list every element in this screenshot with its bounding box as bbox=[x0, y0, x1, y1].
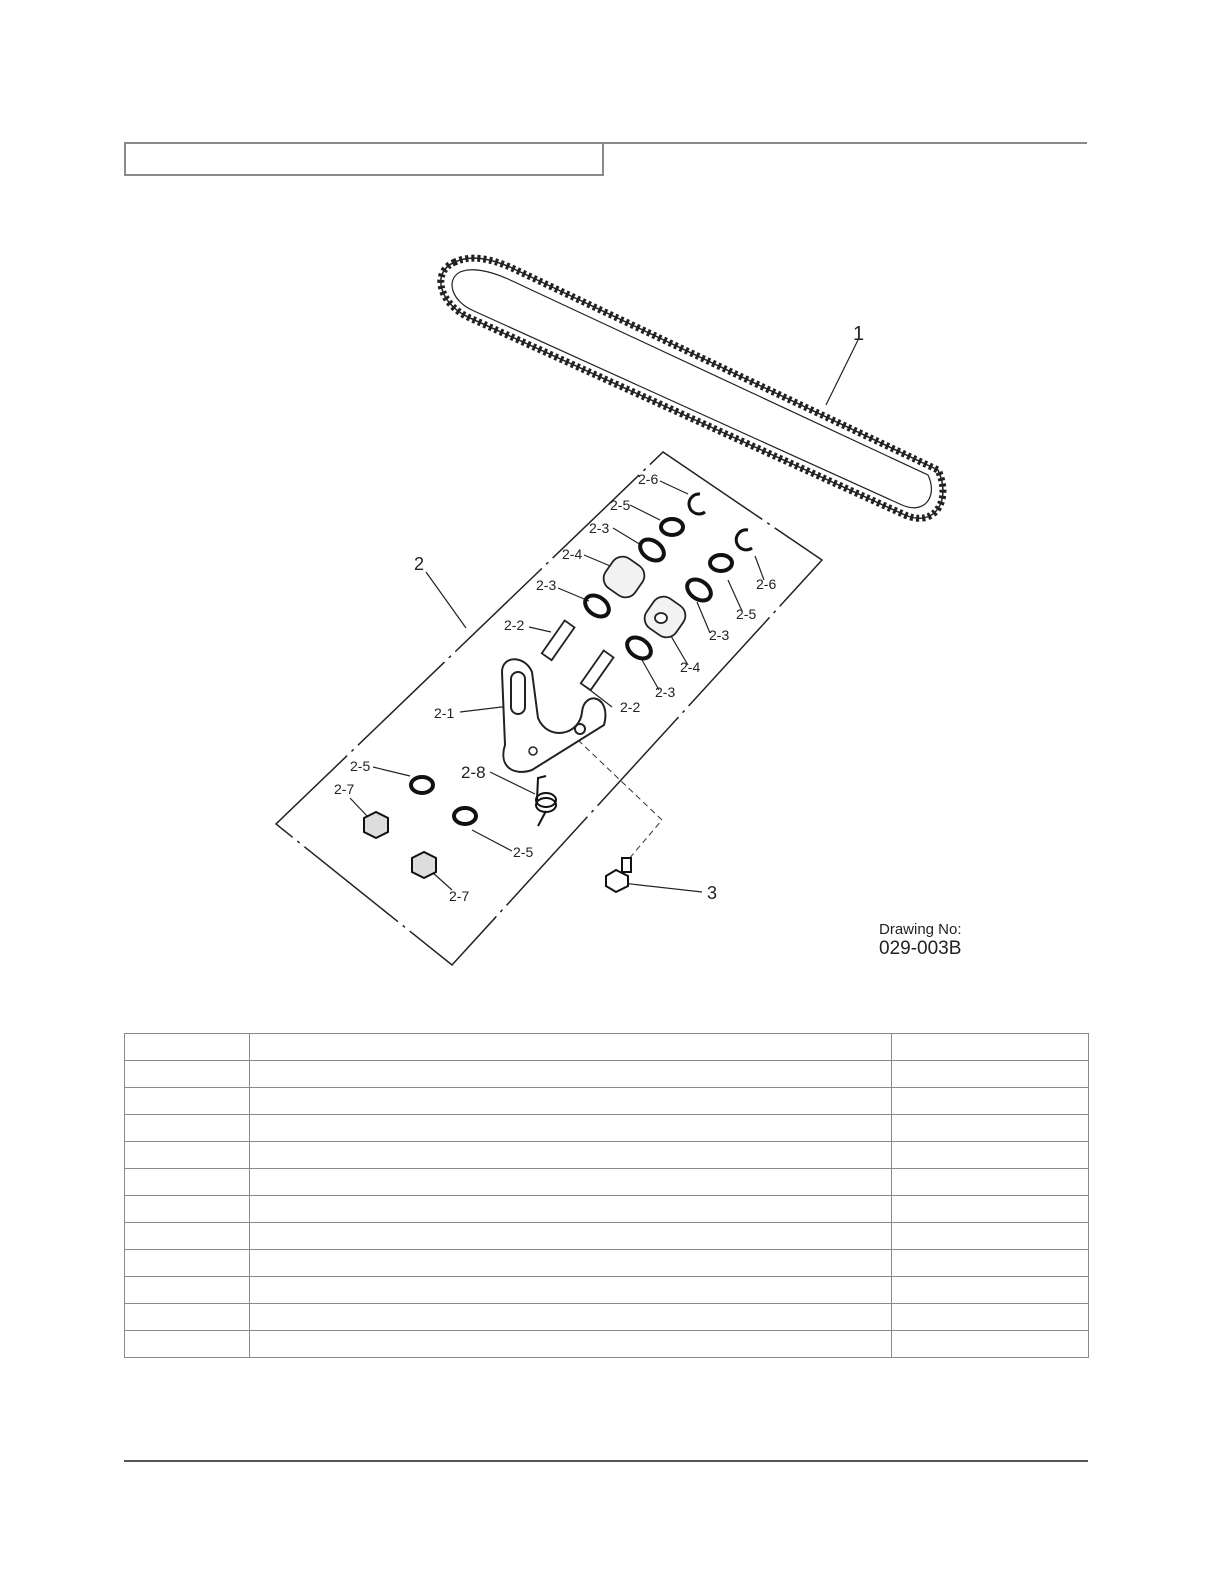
drawing-number: 029-003B bbox=[879, 937, 962, 959]
kit-boundary bbox=[276, 452, 822, 965]
table-cell bbox=[892, 1277, 1089, 1304]
callout-2-3: 2-3 bbox=[536, 577, 557, 593]
callout-2-7: 2-7 bbox=[449, 888, 470, 904]
callout-2-3: 2-3 bbox=[709, 627, 730, 643]
callout-2-4: 2-4 bbox=[680, 659, 701, 675]
callout-3: 3 bbox=[707, 883, 718, 903]
callout-1: 1 bbox=[853, 323, 865, 345]
table-cell bbox=[892, 1196, 1089, 1223]
table-cell bbox=[250, 1223, 892, 1250]
table-cell bbox=[125, 1034, 250, 1061]
table-cell bbox=[125, 1088, 250, 1115]
callout-2-6: 2-6 bbox=[638, 471, 659, 487]
callout-2-2: 2-2 bbox=[504, 617, 525, 633]
table-row bbox=[125, 1034, 1089, 1061]
callout-2-5: 2-5 bbox=[610, 497, 631, 513]
parts-list-table bbox=[124, 1033, 1089, 1358]
table-cell bbox=[250, 1250, 892, 1277]
drive-chain bbox=[441, 258, 943, 518]
callout-2-7: 2-7 bbox=[334, 781, 355, 797]
callout-2-5: 2-5 bbox=[736, 606, 757, 622]
table-row bbox=[125, 1142, 1089, 1169]
table-cell bbox=[125, 1223, 250, 1250]
table-cell bbox=[892, 1250, 1089, 1277]
table-cell bbox=[250, 1304, 892, 1331]
table-row bbox=[125, 1304, 1089, 1331]
torsion-spring bbox=[536, 776, 556, 826]
table-cell bbox=[892, 1304, 1089, 1331]
bolt-hidden-line bbox=[578, 740, 662, 860]
table-cell bbox=[250, 1277, 892, 1304]
shoulder-bolts bbox=[542, 621, 614, 691]
table-cell bbox=[250, 1331, 892, 1358]
spacer-rings bbox=[581, 535, 715, 663]
table-row bbox=[125, 1277, 1089, 1304]
callout-2-5: 2-5 bbox=[350, 758, 371, 774]
table-cell bbox=[892, 1061, 1089, 1088]
retaining-clips bbox=[689, 494, 752, 550]
table-cell bbox=[892, 1169, 1089, 1196]
idler-rollers bbox=[599, 552, 690, 642]
table-cell bbox=[250, 1115, 892, 1142]
table-cell bbox=[125, 1142, 250, 1169]
table-row bbox=[125, 1331, 1089, 1358]
table-cell bbox=[125, 1115, 250, 1142]
callout-2-3: 2-3 bbox=[655, 684, 676, 700]
table-cell bbox=[125, 1061, 250, 1088]
callout-2-6: 2-6 bbox=[756, 576, 777, 592]
callout-2: 2 bbox=[414, 554, 425, 574]
drawing-number-block bbox=[879, 922, 962, 959]
table-row bbox=[125, 1061, 1089, 1088]
table-cell bbox=[125, 1196, 250, 1223]
mounting-bolt bbox=[606, 858, 631, 892]
table-cell bbox=[250, 1142, 892, 1169]
table-cell bbox=[125, 1331, 250, 1358]
table-row bbox=[125, 1250, 1089, 1277]
table-cell bbox=[250, 1061, 892, 1088]
table-cell bbox=[892, 1331, 1089, 1358]
table-row bbox=[125, 1223, 1089, 1250]
callout-2-3: 2-3 bbox=[589, 520, 610, 536]
callout-2-5: 2-5 bbox=[513, 844, 534, 860]
table-cell bbox=[250, 1169, 892, 1196]
callout-2-8: 2-8 bbox=[461, 763, 486, 782]
callout-2-2: 2-2 bbox=[620, 699, 641, 715]
drawing-number-label: Drawing No: bbox=[879, 921, 962, 938]
table-cell bbox=[892, 1142, 1089, 1169]
table-row bbox=[125, 1088, 1089, 1115]
table-row bbox=[125, 1115, 1089, 1142]
table-row bbox=[125, 1169, 1089, 1196]
table-cell bbox=[125, 1250, 250, 1277]
callout-2-1: 2-1 bbox=[434, 705, 455, 721]
table-cell bbox=[250, 1088, 892, 1115]
table-cell bbox=[125, 1277, 250, 1304]
table-row bbox=[125, 1196, 1089, 1223]
table-cell bbox=[892, 1034, 1089, 1061]
table-cell bbox=[125, 1304, 250, 1331]
table-cell bbox=[892, 1115, 1089, 1142]
table-cell bbox=[125, 1169, 250, 1196]
footer-rule bbox=[124, 1460, 1088, 1462]
table-cell bbox=[250, 1034, 892, 1061]
table-cell bbox=[892, 1223, 1089, 1250]
lock-nuts bbox=[364, 812, 436, 878]
table-cell bbox=[250, 1196, 892, 1223]
callout-2-4: 2-4 bbox=[562, 546, 583, 562]
table-cell bbox=[892, 1088, 1089, 1115]
